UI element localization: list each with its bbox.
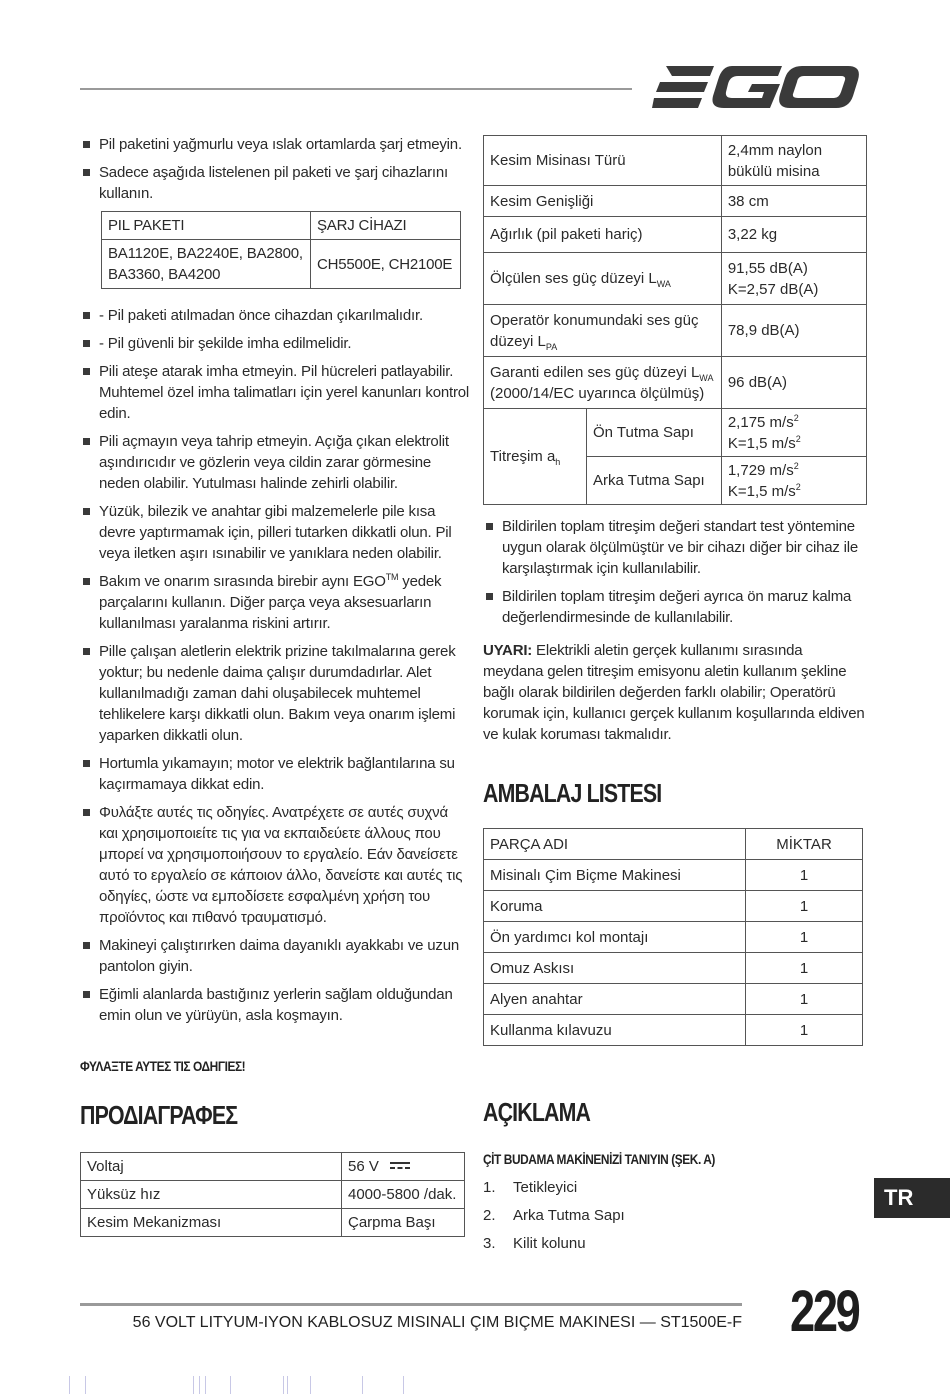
table-header: ŞARJ CİHAZI bbox=[311, 212, 461, 240]
spec-value: 78,9 dB(A) bbox=[721, 305, 866, 357]
list-item: Makineyi çalıştırırken daima dayanıklı ayakkabı ve uzun pantolon giyin. bbox=[80, 935, 470, 977]
list-item: Pili açmayın veya tahrip etmeyin. Açığa çıkan elektrolit aşındırıcıdır ve gözlerin veya cildin zarar görmesine neden olabilir. Yutulması halinde zehirli olabilir. bbox=[80, 431, 470, 494]
bullet-icon bbox=[83, 648, 90, 655]
right-column bbox=[483, 516, 865, 745]
bullet-icon bbox=[83, 760, 90, 767]
list-item: Bildirilen toplam titreşim değeri standart test yöntemine uygun olarak ölçülmüştür ve bir cihazı diğer bir cihaz ile karşılaştırmak için kullanılabilir. bbox=[483, 516, 865, 579]
bullet-icon bbox=[83, 169, 90, 176]
list-item: Hortumla yıkamayın; motor ve elektrik bağlantılarına su kaçırmamaya dikkat edin. bbox=[80, 753, 470, 795]
footer-rule bbox=[80, 1303, 742, 1306]
spec-label: Kesim Genişliği bbox=[484, 186, 722, 217]
table-cell: 1 bbox=[746, 922, 863, 953]
vibration-notes bbox=[483, 516, 865, 628]
list-item: 3. Kilit kolunu bbox=[483, 1235, 586, 1252]
bullet-icon bbox=[83, 141, 90, 148]
list-item: Eğimli alanlarda bastığınız yerlerin sağlam olduğundan emin olun ve yürüyün, asla koşmayın. bbox=[80, 984, 470, 1026]
table-cell: Koruma bbox=[484, 891, 746, 922]
spec-value: 2,175 $m/s^2$ K=1,5 $m/s^2$ bbox=[721, 409, 866, 457]
list-item: Sadece aşağıda listelenen pil paketi ve şarj cihazlarını kullanın. bbox=[80, 162, 470, 204]
table-cell: Ön yardımcı kol montajı bbox=[484, 922, 746, 953]
page-number: 229 bbox=[790, 1279, 859, 1344]
table-cell: 1 bbox=[746, 1015, 863, 1046]
list-item: Pil paketini yağmurlu veya ıslak ortamlarda şarj etmeyin. bbox=[80, 134, 470, 155]
list-item: - Pil güvenli bir şekilde imha edilmelidir. bbox=[80, 333, 470, 354]
left-column bbox=[80, 134, 470, 1033]
bullet-icon bbox=[486, 523, 493, 530]
table-header: PIL PAKETI bbox=[102, 212, 311, 240]
spec-value: 96 dB(A) bbox=[721, 357, 866, 409]
table-cell: 1 bbox=[746, 891, 863, 922]
bullet-list-2 bbox=[80, 305, 470, 1026]
specifications-title: ΠΡΟΔΙΑΓΡΑΦΕΣ bbox=[80, 1100, 238, 1130]
bullet-icon bbox=[486, 593, 493, 600]
bullet-icon bbox=[83, 438, 90, 445]
spec-value: 2,4mm naylon bükülü misina bbox=[721, 136, 866, 186]
table-row bbox=[484, 891, 863, 922]
spec-value: 3,22 kg bbox=[721, 217, 866, 253]
table-cell: 1 bbox=[746, 984, 863, 1015]
table-cell: Alyen anahtar bbox=[484, 984, 746, 1015]
packing-list-table bbox=[483, 828, 863, 1046]
table-row bbox=[484, 953, 863, 984]
spec-value: 56 V bbox=[342, 1153, 465, 1181]
spec-table-right bbox=[483, 135, 867, 505]
spec-value: 38 cm bbox=[721, 186, 866, 217]
list-item: Bildirilen toplam titreşim değeri ayrıca ön maruz kalma değerlendirmesinde de kullanılabilir. bbox=[483, 586, 865, 628]
bullet-icon bbox=[83, 368, 90, 375]
bullet-icon bbox=[83, 809, 90, 816]
bullet-list-1 bbox=[80, 134, 470, 204]
spec-label: Arka Tutma Sapı bbox=[587, 457, 722, 505]
warning-paragraph: UYARI: Elektrikli aletin gerçek kullanımı sırasında meydana gelen titreşim emisyonu aletin kullanım şekline bağlı olarak bildirilen değerden farklı olabilir; Operatörü korumak için, kullanıcı gerçek kullanım koşullarında eldiven ve kulak koruması takmalıdır. bbox=[483, 642, 865, 743]
table-header: MİKTAR bbox=[746, 829, 863, 860]
bullet-icon bbox=[83, 942, 90, 949]
spec-label: Ağırlık (pil paketi hariç) bbox=[484, 217, 722, 253]
spec-label: Operatör konumundaki ses güç düzeyi $L_{PA}$ bbox=[484, 305, 722, 357]
spec-label: Garanti edilen ses güç düzeyi $L_{WA}$ (2000/14/EC uyarınca ölçülmüş) bbox=[484, 357, 722, 409]
battery-charger-table bbox=[101, 211, 461, 289]
table-row bbox=[484, 860, 863, 891]
spec-label: Titreşim $a_h$ bbox=[484, 409, 587, 505]
bullet-icon bbox=[83, 578, 90, 585]
footer-title: 56 VOLT LITYUM-IYON KABLOSUZ MISINALI ÇIM BIÇME MAKINESI — ST1500E-F bbox=[132, 1314, 742, 1331]
spec-value: 4000-5800 /dak. bbox=[342, 1181, 465, 1209]
list-item: 1. Tetikleyici bbox=[483, 1179, 578, 1196]
packing-list-title: AMBALAJ LISTESI bbox=[483, 778, 662, 808]
spec-label: Ölçülen ses güç düzeyi $L_{WA}$ bbox=[484, 253, 722, 305]
table-row bbox=[484, 922, 863, 953]
spec-label: Voltaj bbox=[81, 1153, 342, 1181]
parts-list bbox=[483, 1177, 863, 1261]
spec-value: Çarpma Başı bbox=[342, 1209, 465, 1237]
table-cell: Kullanma kılavuzu bbox=[484, 1015, 746, 1046]
ego-logo bbox=[652, 64, 860, 112]
list-item: Pille çalışan aletlerin elektrik prizine takılmalarına gerek yoktur; bu nedenle daima çalışır durumdadırlar. Alet kullanılmadığı zaman dahi oluşabilecek muhtemel tehlikelere karşı dikkatli olun. Bakım veya onarım işlemi yaparken dikkatli olun. bbox=[80, 641, 470, 746]
list-item: Bakım ve onarım sırasında birebir aynı EGO™ yedek parçalarını kullanın. Diğer parça veya aksesuarların kullanılması yaralanma riskini artırır. bbox=[80, 571, 470, 634]
spec-value: 91,55 dB(A) K=2,57 dB(A) bbox=[721, 253, 866, 305]
save-instructions-title: ΦΥΛΑΞΤΕ ΑΥΤΕΣ ΤΙΣ ΟΔΗΓΙΕΣ! bbox=[80, 1058, 246, 1074]
header-rule bbox=[80, 88, 632, 90]
table-cell: CH5500E, CH2100E bbox=[311, 240, 461, 289]
table-cell: 1 bbox=[746, 953, 863, 984]
table-cell: 1 bbox=[746, 860, 863, 891]
bullet-icon bbox=[83, 340, 90, 347]
spec-label: Kesim Misinası Türü bbox=[484, 136, 722, 186]
table-cell: Omuz Askısı bbox=[484, 953, 746, 984]
bullet-icon bbox=[83, 991, 90, 998]
table-row bbox=[484, 984, 863, 1015]
list-item: Pili ateşe atarak imha etmeyin. Pil hücreleri patlayabilir. Muhtemel özel imha talimatları için yerel kanunları kontrol edin. bbox=[80, 361, 470, 424]
spec-label: Yüksüz hız bbox=[81, 1181, 342, 1209]
table-header: PARÇA ADI bbox=[484, 829, 746, 860]
spec-value: 1,729 $m/s^2$ K=1,5 $m/s^2$ bbox=[721, 457, 866, 505]
table-cell: BA1120E, BA2240E, BA2800, BA3360, BA4200 bbox=[102, 240, 311, 289]
list-item: 2. Arka Tutma Sapı bbox=[483, 1207, 625, 1224]
spec-label: Kesim Mekanizması bbox=[81, 1209, 342, 1237]
print-marks bbox=[65, 1376, 485, 1394]
list-item: Φυλάξτε αυτές τις οδηγίες. Ανατρέχετε σε αυτές συχνά και χρησιμοποιείτε τις για να εκπαιδεύετε άλλους που μπορεί να χρησιμοποιήσουν το εργαλείο. Εάν δανείσετε αυτό το εργαλείο σε κάποιον άλλο, δανείστε και αυτές τις οδηγίες, ώστε να εμποδίσετε εσφαλμένη χρήση του προϊόντος και πιθανό τραυματισμό. bbox=[80, 802, 470, 928]
spec-table-left bbox=[80, 1152, 465, 1237]
list-item: - Pil paketi atılmadan önce cihazdan çıkarılmalıdır. bbox=[80, 305, 470, 326]
table-cell: Misinalı Çim Biçme Makinesi bbox=[484, 860, 746, 891]
dc-symbol-icon bbox=[389, 1161, 411, 1171]
spec-label: Ön Tutma Sapı bbox=[587, 409, 722, 457]
bullet-icon bbox=[83, 508, 90, 515]
description-title: AÇIKLAMA bbox=[483, 1097, 591, 1127]
list-item: Yüzük, bilezik ve anahtar gibi malzemelerle pile kısa devre yaptırmamak için, pilleri tutarken dikkatli olun. Pil veya iletken aşırı ısınabilir ve yanıklara neden olabilir. bbox=[80, 501, 470, 564]
bullet-icon bbox=[83, 312, 90, 319]
table-row bbox=[484, 1015, 863, 1046]
language-tab: TR bbox=[874, 1178, 950, 1218]
description-subtitle: ÇİT BUDAMA MAKİNENİZİ TANIYIN (ŞEK. A) bbox=[483, 1151, 715, 1167]
